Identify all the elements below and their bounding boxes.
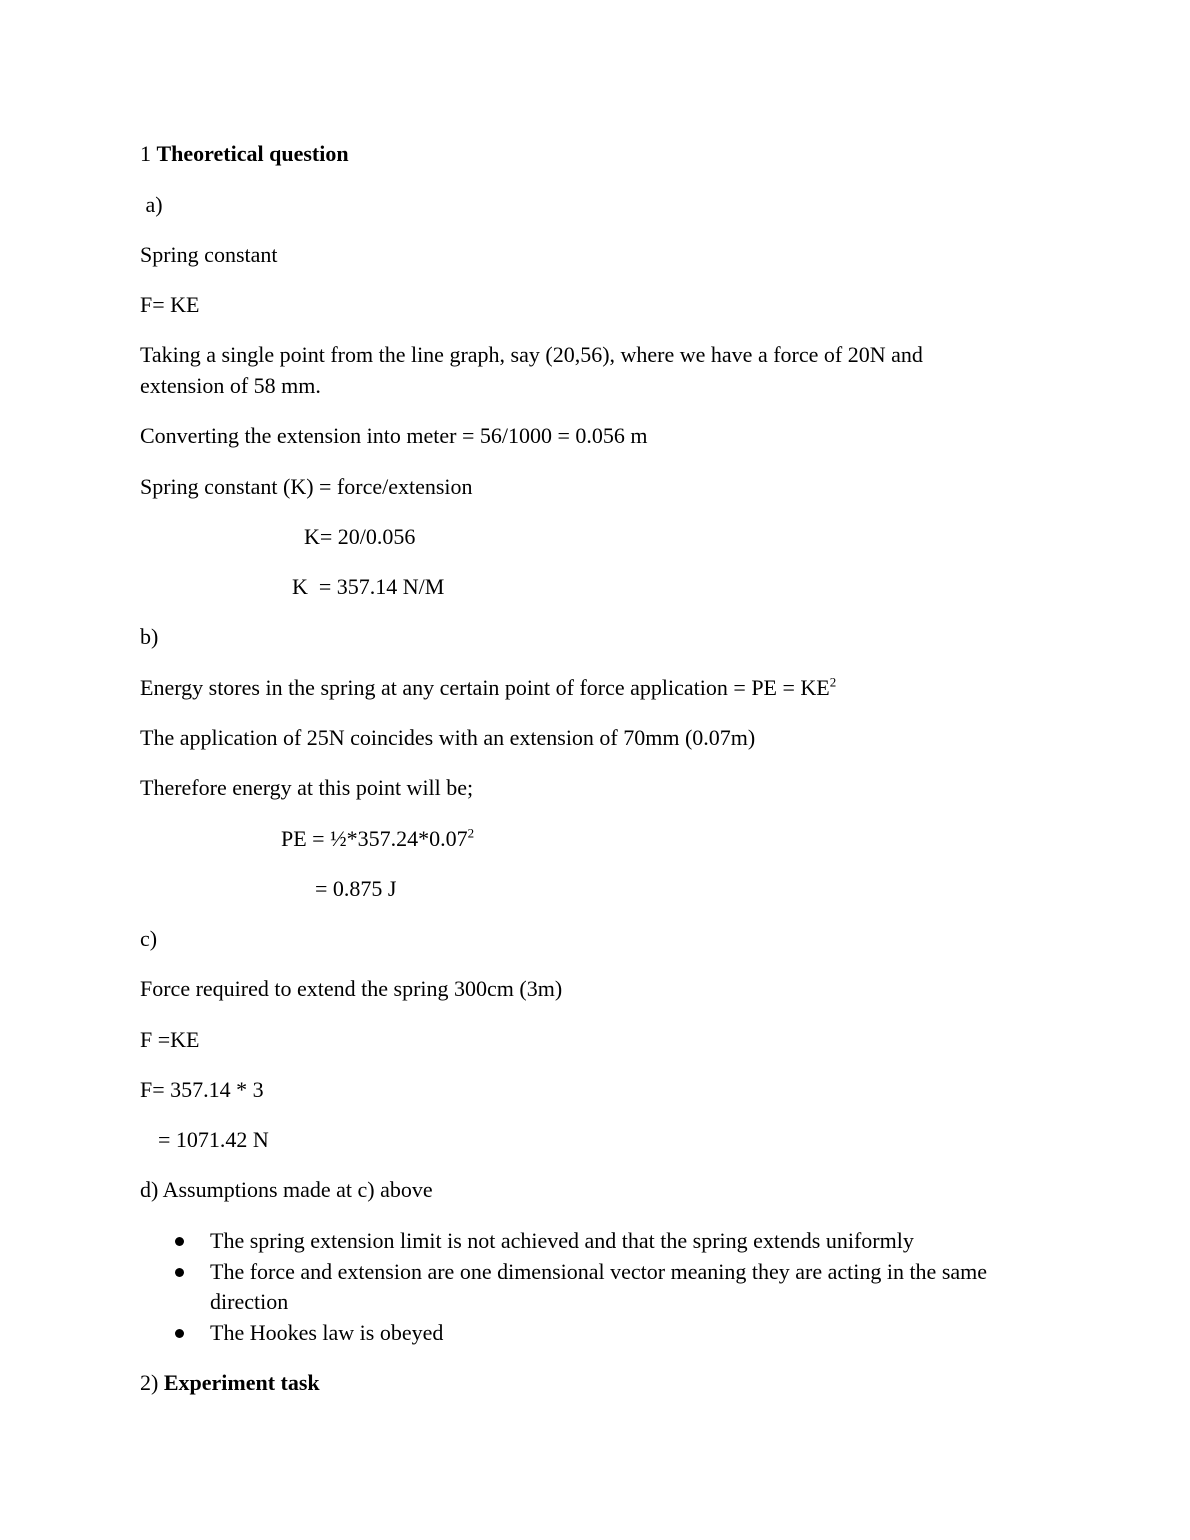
bullet-icon (175, 1329, 184, 1338)
force-result: = 1071.42 N (158, 1127, 269, 1152)
q2-number: 2) (140, 1370, 159, 1395)
graph-point-text: Taking a single point from the line graph, say (20,56), where we have a force of 20N and extension of 58 mm. (140, 342, 923, 398)
q2-heading (140, 1367, 320, 1398)
q1-heading (140, 138, 349, 169)
energy-superscript: 2 (829, 674, 837, 690)
q1-title: Theoretical question (156, 141, 349, 166)
q2-title: Experiment task (163, 1370, 320, 1395)
convert-text: Converting the extension into meter = 56/1000 = 0.056 m (140, 423, 648, 448)
bullet-icon (175, 1268, 184, 1277)
pe-calculation (281, 823, 474, 854)
force-required-text: Force required to extend the spring 300cm (3m) (140, 976, 563, 1001)
pe-result: = 0.875 J (315, 876, 397, 901)
spring-constant-heading: Spring constant (140, 242, 278, 267)
part-c-label: c) (140, 926, 158, 951)
assumptions-list (140, 1226, 1050, 1348)
formula-f-ke: F= KE (140, 292, 200, 317)
assumption-text: The Hookes law is obeyed (210, 1319, 444, 1345)
q1-number: 1 (140, 141, 151, 166)
list-item (140, 1318, 1050, 1349)
k-result: K = 357.14 N/M (292, 574, 445, 599)
k-calculation: K= 20/0.056 (304, 524, 416, 549)
list-item (140, 1226, 1050, 1257)
energy-text-body: Energy stores in the spring at any certain point of force application = PE = KE (140, 675, 830, 700)
therefore-text: Therefore energy at this point will be; (140, 775, 474, 800)
pe-superscript: 2 (467, 825, 475, 841)
part-a-label: a) (140, 192, 163, 217)
spring-constant-definition: Spring constant (K) = force/extension (140, 474, 473, 499)
energy-text (140, 672, 836, 703)
pe-calc-body: PE = ½*357.24*0.07 (281, 826, 468, 851)
bullet-icon (175, 1237, 184, 1246)
assumption-text: The spring extension limit is not achieved and that the spring extends uniformly (210, 1228, 914, 1253)
part-d-label: d) Assumptions made at c) above (140, 1177, 433, 1202)
force-calculation: F= 357.14 * 3 (140, 1077, 264, 1102)
application-text: The application of 25N coincides with an extension of 70mm (0.07m) (140, 725, 756, 750)
part-b-label: b) (140, 624, 159, 649)
assumption-text: The force and extension are one dimensional vector meaning they are acting in the same direction (210, 1258, 988, 1314)
list-item (140, 1257, 1050, 1318)
formula-f-ke-2: F =KE (140, 1027, 200, 1052)
